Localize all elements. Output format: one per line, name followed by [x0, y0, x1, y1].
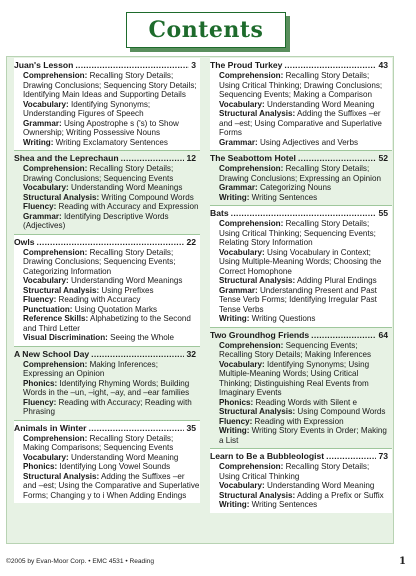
skill-text: Sequencing Events; Recalling Story Details; Making Inferences — [219, 340, 372, 359]
skill-entry — [210, 248, 392, 277]
skill-text: Reading with Accuracy; Reading with Phrasing — [23, 397, 192, 416]
dot-leader — [326, 451, 376, 462]
skill-entry — [14, 212, 200, 231]
skill-label: Phonics: — [23, 378, 58, 388]
skill-entry — [210, 276, 392, 286]
skill-entry — [14, 100, 200, 119]
skill-entry — [210, 407, 392, 417]
skill-entry — [14, 202, 200, 212]
skill-label: Writing: — [219, 426, 250, 435]
skill-text: Reading with Accuracy and Expression — [58, 202, 199, 211]
skill-entry — [210, 462, 392, 481]
skill-text: Using Apostrophe s ('s) to Show Ownership; Writing Possessive Nouns — [23, 118, 179, 137]
toc-section — [210, 327, 392, 449]
skill-entry — [210, 481, 392, 491]
skill-entry — [14, 248, 200, 277]
skill-label: Grammar: — [23, 211, 62, 221]
skill-text: Writing Exclamatory Sentences — [55, 137, 168, 147]
skill-text: Adding a Prefix or Suffix — [296, 490, 384, 500]
skill-label: Writing: — [219, 314, 250, 323]
skill-text: Understanding Word Meaning — [266, 99, 375, 109]
skill-entry — [210, 417, 392, 427]
skill-label: Grammar: — [23, 118, 62, 128]
skill-text: Identifying Long Vowel Sounds — [59, 462, 171, 471]
page-footer — [6, 556, 406, 567]
skill-text: Adding the Suffixes –er and –est; Using Comparative and Superlative Forms — [219, 109, 382, 137]
skill-label: Fluency: — [219, 416, 253, 426]
skill-text: Writing Sentences — [251, 192, 318, 202]
section-page-number: 3 — [191, 60, 196, 70]
skill-entry — [14, 286, 200, 296]
skill-label: Visual Discrimination: — [23, 333, 108, 342]
skill-entry — [14, 138, 200, 148]
skill-label: Phonics: — [23, 462, 58, 471]
skill-label: Comprehension: — [219, 71, 284, 80]
skill-label: Vocabulary: — [219, 99, 265, 109]
skill-entry — [14, 472, 200, 501]
section-title: Bats — [210, 208, 229, 218]
skill-label: Phonics: — [219, 397, 254, 407]
skill-text: Recalling Story Details; Using Critical Thinking — [219, 462, 370, 481]
skill-entry — [210, 398, 392, 408]
skill-text: Recalling Story Details; Drawing Conclusions; Sequencing Story Details; Identifying Main Ideas and Supporting Details — [23, 71, 197, 99]
skill-entry — [14, 71, 200, 100]
skill-label: Grammar: — [219, 137, 258, 147]
skill-text: Reading Words with Silent e — [255, 397, 357, 407]
skill-label: Fluency: — [23, 295, 57, 304]
toc-section — [14, 346, 200, 420]
skill-label: Comprehension: — [219, 219, 284, 228]
skill-label: Comprehension: — [219, 462, 284, 471]
skill-text: Recalling Story Details; Using Critical Thinking; Sequencing Events; Relating Story Information — [219, 219, 376, 247]
skill-text: Writing Compound Words — [101, 192, 194, 202]
section-page-number: 55 — [378, 208, 388, 218]
skill-label: Vocabulary: — [23, 99, 69, 109]
section-title: A New School Day — [14, 348, 90, 359]
section-title: The Seabottom Hotel — [210, 153, 296, 163]
skill-label: Writing: — [23, 137, 54, 147]
skill-entry — [210, 360, 392, 398]
toc-section — [210, 150, 392, 205]
skill-entry — [210, 164, 392, 183]
toc-section — [14, 234, 200, 346]
skill-entry — [210, 138, 392, 148]
skill-entry — [14, 183, 200, 193]
left-column — [8, 58, 200, 542]
skill-entry — [210, 109, 392, 138]
section-page-number: 22 — [186, 236, 196, 247]
dot-leader — [37, 237, 185, 248]
skill-text: Recalling Story Details; Using Critical Thinking; Drawing Conclusions; Sequencing Events; Making a Comparison — [219, 71, 383, 99]
skill-entry — [14, 314, 200, 333]
skill-label: Structural Analysis: — [219, 407, 296, 416]
skill-label: Vocabulary: — [23, 276, 69, 285]
section-page-number: 35 — [186, 422, 196, 433]
skill-label: Vocabulary: — [219, 481, 265, 490]
skill-text: Using Quotation Marks — [74, 304, 158, 314]
toc-section — [14, 420, 200, 504]
skill-label: Punctuation: — [23, 304, 73, 314]
section-page-number: 32 — [186, 348, 196, 359]
skill-label: Reference Skills: — [23, 314, 89, 323]
dot-leader — [298, 153, 376, 164]
skill-entry — [210, 71, 392, 100]
skill-text: Understanding Word Meaning — [266, 481, 375, 490]
skill-entry — [14, 434, 200, 453]
skill-label: Structural Analysis: — [23, 192, 100, 202]
section-title: Shea and the Leprechaun — [14, 153, 119, 163]
skill-text: Reading with Accuracy — [58, 295, 141, 304]
skill-label: Structural Analysis: — [23, 285, 100, 295]
skill-entry — [210, 341, 392, 360]
skill-text: Understanding Present and Past Tense Verb Forms; Identifying Irregular Past Tense Verbs — [219, 285, 377, 314]
skill-entry — [14, 305, 200, 315]
skill-text: Adding Plural Endings — [296, 276, 377, 285]
skill-text: Alphabetizing to the Second and Third Letter — [23, 314, 191, 333]
skill-label: Comprehension: — [23, 71, 88, 80]
skill-entry — [14, 398, 200, 417]
skill-label: Structural Analysis: — [219, 109, 296, 118]
toc-section-heading[interactable] — [210, 330, 392, 341]
skill-entry — [210, 500, 392, 510]
skill-label: Vocabulary: — [23, 452, 69, 462]
dot-leader — [75, 60, 189, 71]
toc-section — [14, 58, 200, 150]
skill-label: Vocabulary: — [219, 359, 265, 369]
toc-section — [14, 150, 200, 234]
skill-text: Making Inferences; Expressing an Opinion — [23, 359, 158, 378]
skill-entry — [14, 453, 200, 463]
skill-text: Identifying Synonyms; Understanding Figures of Speech — [23, 99, 151, 118]
skill-text: Recalling Story Details; Making Comparisons; Sequencing Events — [23, 433, 174, 452]
skill-text: Recalling Story Details; Drawing Conclusions; Expressing an Opinion — [219, 164, 381, 183]
dot-leader — [231, 208, 377, 219]
skill-text: Writing Questions — [251, 314, 316, 323]
toc-section-heading[interactable] — [210, 451, 392, 462]
skill-entry — [14, 276, 200, 286]
skill-text: Seeing the Whole — [110, 333, 175, 342]
skill-label: Vocabulary: — [219, 247, 265, 257]
skill-entry — [210, 100, 392, 110]
skill-entry — [14, 119, 200, 138]
toc-section-heading[interactable] — [14, 423, 200, 434]
section-title: Owls — [14, 236, 35, 247]
skill-entry — [14, 360, 200, 379]
skill-entry — [210, 314, 392, 324]
skill-label: Grammar: — [219, 183, 258, 192]
section-title: Learn to Be a Bubbleologist — [210, 451, 325, 461]
skill-label: Structural Analysis: — [219, 490, 296, 500]
skill-text: Recalling Story Details; Drawing Conclusions; Sequencing Events — [23, 164, 174, 183]
section-page-number: 73 — [378, 451, 388, 461]
skill-label: Writing: — [219, 500, 250, 509]
skill-text: Writing Story Events in Order; Making a List — [219, 426, 387, 445]
dot-leader — [121, 153, 185, 164]
section-title: Animals in Winter — [14, 422, 87, 433]
dot-leader — [89, 423, 185, 434]
skill-label: Comprehension: — [23, 164, 88, 173]
toc-section — [210, 205, 392, 327]
section-page-number: 43 — [378, 60, 388, 70]
skill-label: Structural Analysis: — [23, 471, 100, 481]
section-page-number: 12 — [186, 153, 196, 163]
dot-leader — [311, 330, 376, 341]
page-number: 1 — [399, 556, 406, 567]
skill-entry — [210, 193, 392, 203]
dot-leader — [284, 60, 376, 71]
skill-text: Understanding Word Meanings — [70, 183, 183, 192]
skill-entry — [14, 193, 200, 203]
skill-text: Identifying Rhyming Words; Building Words in the –un, –ight, –ay, and –ear families — [23, 378, 190, 397]
skill-entry — [14, 379, 200, 398]
skill-entry — [210, 219, 392, 248]
skill-label: Fluency: — [23, 397, 57, 407]
skill-entry — [210, 286, 392, 315]
toc-section — [210, 58, 392, 150]
skill-label: Vocabulary: — [23, 183, 69, 192]
skill-entry — [210, 183, 392, 193]
toc-section-heading[interactable] — [210, 153, 392, 164]
skill-text: Using Vocabulary in Context; Using Multiple-Meaning Words; Choosing the Correct Homophone — [219, 247, 382, 276]
copyright-text: ©2005 by Evan-Moor Corp. • EMC 4531 • Reading — [6, 558, 155, 565]
skill-label: Grammar: — [219, 285, 258, 295]
skill-label: Comprehension: — [219, 340, 284, 350]
skill-label: Comprehension: — [23, 247, 88, 257]
toc-section-heading[interactable] — [14, 153, 200, 164]
title-banner — [118, 6, 296, 54]
skill-label: Fluency: — [23, 202, 57, 211]
skill-label: Comprehension: — [23, 433, 88, 443]
toc-section-heading[interactable] — [210, 60, 392, 71]
section-page-number: 64 — [378, 329, 388, 340]
contents-columns — [8, 58, 393, 542]
skill-text: Understanding Word Meaning — [70, 452, 179, 462]
toc-section-heading[interactable] — [14, 237, 200, 248]
skill-entry — [14, 164, 200, 183]
page-title: Contents — [148, 17, 264, 43]
skill-text: Writing Sentences — [251, 500, 318, 509]
skill-label: Comprehension: — [23, 359, 88, 369]
section-title: Juan's Lesson — [14, 60, 74, 70]
toc-section-heading[interactable] — [210, 208, 392, 219]
right-column — [200, 58, 392, 542]
skill-text: Identifying Synonyms; Using Multiple-Meaning Words; Using Critical Thinking; Distinguishing Real Events from Imaginary Events — [219, 359, 370, 397]
toc-section-heading[interactable] — [14, 349, 200, 360]
skill-text: Using Prefixes — [101, 285, 154, 295]
skill-text: Reading with Expression — [254, 416, 344, 426]
skill-text: Categorizing Nouns — [259, 183, 332, 192]
skill-text: Adding the Suffixes –er and –est; Using the Comparative and Superlative Forms; Changing y to i When Adding Endings — [23, 471, 200, 500]
skill-entry — [14, 333, 200, 343]
section-page-number: 52 — [378, 153, 388, 163]
skill-text: Recalling Story Details; Drawing Conclusions; Sequencing Events; Categorizing Information — [23, 247, 176, 276]
skill-text: Understanding Word Meanings — [70, 276, 183, 285]
skill-entry — [210, 491, 392, 501]
section-title: The Proud Turkey — [210, 60, 283, 70]
title-box — [126, 12, 286, 48]
skill-text: Using Adjectives and Verbs — [259, 137, 359, 147]
toc-section-heading[interactable] — [14, 60, 200, 71]
toc-section — [210, 448, 392, 513]
skill-text: Identifying Descriptive Words (Adjectives) — [23, 211, 169, 230]
skill-entry — [14, 462, 200, 472]
skill-label: Structural Analysis: — [219, 276, 296, 285]
skill-entry — [14, 295, 200, 305]
dot-leader — [91, 349, 184, 360]
skill-entry — [210, 426, 392, 445]
skill-label: Writing: — [219, 192, 250, 202]
skill-text: Using Compound Words — [297, 407, 386, 416]
section-title: Two Groundhog Friends — [210, 329, 310, 340]
skill-label: Comprehension: — [219, 164, 284, 173]
